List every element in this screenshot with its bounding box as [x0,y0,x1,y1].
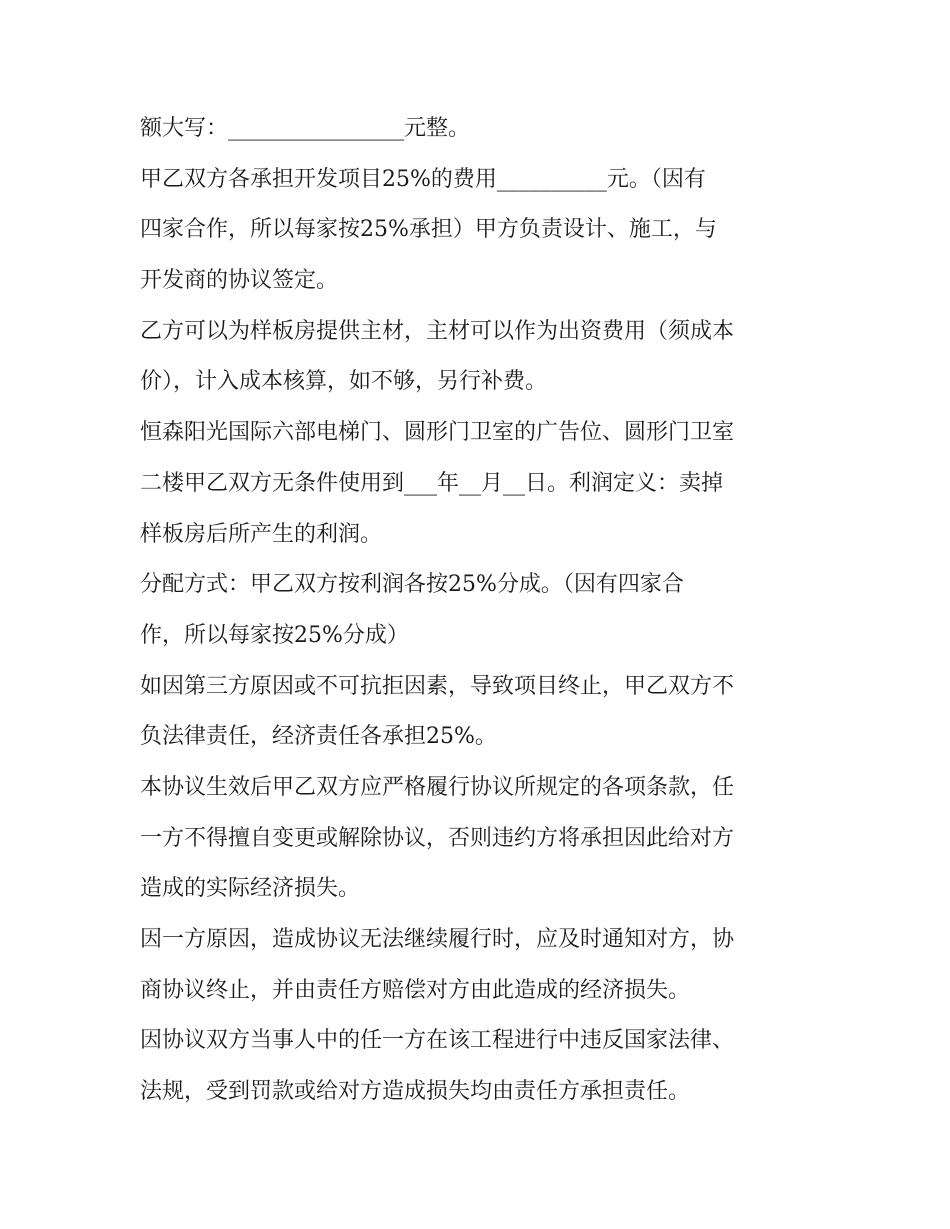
text-line: 开发商的协议签定。 [140,268,339,294]
text-line: 价），计入成本核算，如不够，另行补费。 [140,369,548,395]
text-line: 甲乙双方各承担开发项目25%的费用__________元。（因有 [140,166,706,192]
text-line: 额大写：________________元整。 [140,116,471,141]
text-line: 样板房后所产生的利润。 [140,521,383,547]
text-line: 乙方可以为样板房提供主材，主材可以作为出资费用（须成本 [140,318,735,344]
text-line: 四家合作，所以每家按25%承担）甲方负责设计、施工，与 [140,217,717,243]
text-line: 造成的实际经济损失。 [140,876,361,902]
text-line: 本协议生效后甲乙双方应严格履行协议所规定的各项条款，任 [140,774,735,800]
text-line: 二楼甲乙双方无条件使用到___年__月__日。利润定义：卖掉 [140,470,724,496]
text-line: 如因第三方原因或不可抗拒因素，导致项目终止，甲乙双方不 [140,673,735,699]
text-line: 法规，受到罚款或给对方造成损失均由责任方承担责任。 [140,1079,691,1105]
text-line: 恒森阳光国际六部电梯门、圆形门卫室的广告位、圆形门卫室 [140,420,735,446]
text-line: 作，所以每家按25%分成） [140,622,409,648]
text-line: 负法律责任，经济责任各承担25%。 [140,724,497,750]
text-line: 商协议终止，并由责任方赔偿对方由此造成的经济损失。 [140,977,691,1003]
text-line: 一方不得擅自变更或解除协议，否则违约方将承担因此给对方 [140,825,735,851]
text-line: 分配方式：甲乙双方按利润各按25%分成。（因有四家合 [140,572,684,598]
agreement-body [140,104,820,1118]
text-line: 因协议双方当事人中的任一方在该工程进行中违反国家法律、 [140,1028,735,1054]
text-line: 因一方原因，造成协议无法继续履行时，应及时通知对方，协 [140,927,735,952]
